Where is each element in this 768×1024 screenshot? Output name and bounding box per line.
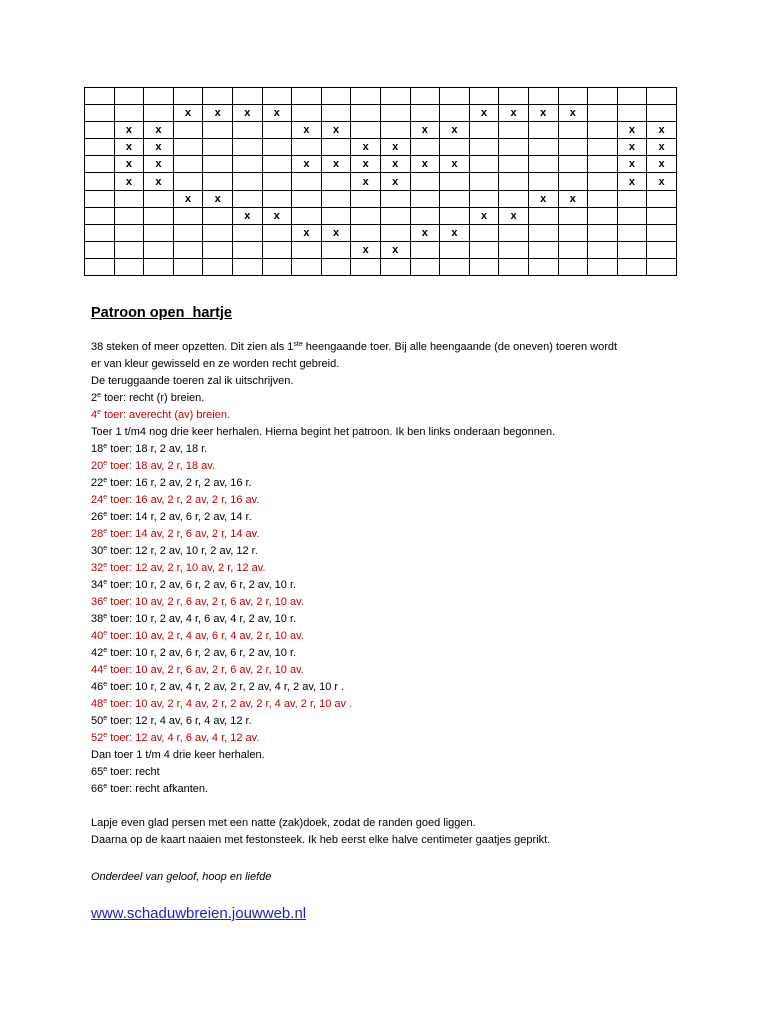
chart-cell <box>173 122 203 139</box>
chart-cell <box>351 122 381 139</box>
chart-cell <box>203 88 233 105</box>
chart-cell <box>114 190 144 207</box>
chart-cell <box>85 241 115 258</box>
chart-cell: x <box>647 139 677 156</box>
chart-cell <box>321 173 351 190</box>
chart-cell <box>85 173 115 190</box>
chart-cell <box>292 105 322 122</box>
chart-cell <box>588 139 618 156</box>
chart-cell <box>144 105 174 122</box>
chart-cell <box>410 173 440 190</box>
intro-line-3: De teruggaande toeren zal ik uitschrijven. <box>91 375 294 387</box>
chart-cell <box>351 207 381 224</box>
chart-cell <box>528 207 558 224</box>
chart-cell: x <box>380 139 410 156</box>
chart-cell <box>144 258 174 275</box>
chart-cell <box>588 88 618 105</box>
chart-cell <box>647 190 677 207</box>
chart-cell <box>85 139 115 156</box>
row-instruction: 40e toer: 10 av, 2 r, 4 av, 6 r, 4 av, 2 r, 10 av. <box>91 630 304 642</box>
chart-cell <box>558 156 588 173</box>
chart-cell <box>617 88 647 105</box>
chart-cell: x <box>232 207 262 224</box>
chart-cell <box>588 207 618 224</box>
chart-cell <box>528 258 558 275</box>
chart-cell <box>380 224 410 241</box>
chart-cell: x <box>321 122 351 139</box>
row-instruction: 48e toer: 10 av, 2 r, 4 av, 2 r, 2 av, 2 r, 4 av, 2 r, 10 av . <box>91 698 353 710</box>
chart-cell: x <box>232 105 262 122</box>
chart-cell <box>262 156 292 173</box>
intro-line-2: er van kleur gewisseld en ze worden recht gebreid. <box>91 358 340 370</box>
chart-cell <box>410 139 440 156</box>
chart-cell <box>232 139 262 156</box>
chart-cell <box>440 105 470 122</box>
chart-row <box>85 173 677 190</box>
row-instruction: 24e toer: 16 av, 2 r, 2 av, 2 r, 16 av. <box>91 494 260 506</box>
chart-cell: x <box>440 122 470 139</box>
chart-cell <box>351 105 381 122</box>
chart-cell <box>499 88 529 105</box>
chart-cell: x <box>469 105 499 122</box>
chart-row <box>85 88 677 105</box>
chart-cell <box>114 207 144 224</box>
chart-cell <box>499 190 529 207</box>
chart-cell <box>173 258 203 275</box>
row-instruction: 26e toer: 14 r, 2 av, 6 r, 2 av, 14 r. <box>91 511 252 523</box>
chart-cell <box>85 105 115 122</box>
chart-cell <box>262 173 292 190</box>
chart-cell <box>499 156 529 173</box>
chart-cell: x <box>558 190 588 207</box>
chart-cell <box>469 190 499 207</box>
chart-cell <box>469 122 499 139</box>
chart-cell <box>558 258 588 275</box>
chart-cell <box>262 88 292 105</box>
chart-cell <box>85 207 115 224</box>
finishing-line-2: Daarna op de kaart naaien met festonsteek. Ik heb eerst elke halve centimeter gaatjes geprikt. <box>91 834 551 846</box>
chart-cell: x <box>499 105 529 122</box>
chart-cell <box>558 224 588 241</box>
knitting-chart <box>84 87 677 276</box>
chart-cell: x <box>351 156 381 173</box>
chart-cell <box>558 122 588 139</box>
chart-cell <box>499 173 529 190</box>
row-65-instruction: 65e toer: recht <box>91 766 160 778</box>
chart-cell <box>232 88 262 105</box>
chart-cell <box>647 88 677 105</box>
finishing-line-1: Lapje even glad persen met een natte (zak)doek, zodat de randen goed liggen. <box>91 817 476 829</box>
chart-cell <box>144 190 174 207</box>
chart-cell <box>173 224 203 241</box>
chart-cell <box>321 105 351 122</box>
chart-cell: x <box>292 122 322 139</box>
chart-cell <box>617 207 647 224</box>
row-66-instruction: 66e toer: recht afkanten. <box>91 783 209 795</box>
chart-cell <box>499 224 529 241</box>
chart-cell <box>499 241 529 258</box>
chart-cell <box>617 241 647 258</box>
chart-cell <box>499 258 529 275</box>
pattern-title: Patroon open hartje <box>91 305 232 321</box>
chart-cell <box>292 88 322 105</box>
chart-cell <box>232 156 262 173</box>
chart-cell <box>410 258 440 275</box>
chart-cell <box>144 207 174 224</box>
chart-cell <box>321 88 351 105</box>
chart-cell <box>528 156 558 173</box>
chart-cell <box>558 241 588 258</box>
chart-cell <box>647 105 677 122</box>
chart-cell: x <box>440 156 470 173</box>
chart-cell <box>588 173 618 190</box>
chart-cell <box>203 173 233 190</box>
chart-cell <box>232 224 262 241</box>
chart-cell: x <box>558 105 588 122</box>
chart-cell <box>203 122 233 139</box>
chart-cell <box>410 207 440 224</box>
chart-cell <box>588 224 618 241</box>
chart-cell <box>144 224 174 241</box>
chart-cell <box>617 224 647 241</box>
row-instruction: 30e toer: 12 r, 2 av, 10 r, 2 av, 12 r. <box>91 545 258 557</box>
chart-cell <box>528 241 558 258</box>
chart-cell <box>114 88 144 105</box>
chart-cell <box>380 258 410 275</box>
chart-cell <box>114 241 144 258</box>
row-instruction: 18e toer: 18 r, 2 av, 18 r. <box>91 443 208 455</box>
chart-cell <box>321 139 351 156</box>
chart-row <box>85 224 677 241</box>
chart-cell: x <box>469 207 499 224</box>
row-instruction: 50e toer: 12 r, 4 av, 6 r, 4 av, 12 r. <box>91 715 252 727</box>
chart-cell <box>440 258 470 275</box>
chart-cell <box>85 190 115 207</box>
chart-cell <box>262 224 292 241</box>
chart-cell <box>410 88 440 105</box>
chart-cell <box>617 105 647 122</box>
chart-row <box>85 139 677 156</box>
chart-cell <box>292 173 322 190</box>
intro-line-6: Toer 1 t/m4 nog drie keer herhalen. Hierna begint het patroon. Ik ben links onderaan begonnen. <box>91 426 556 438</box>
chart-cell: x <box>617 139 647 156</box>
chart-cell <box>203 139 233 156</box>
row-instruction: 20e toer: 18 av, 2 r, 18 av. <box>91 460 215 472</box>
chart-cell: x <box>114 139 144 156</box>
chart-cell: x <box>617 122 647 139</box>
chart-cell <box>410 241 440 258</box>
row-4-instruction: 4e toer: averecht (av) breien. <box>91 409 231 421</box>
row-instruction: 52e toer: 12 av, 4 r, 6 av, 4 r, 12 av. <box>91 732 260 744</box>
chart-cell <box>321 258 351 275</box>
chart-cell: x <box>114 173 144 190</box>
chart-cell: x <box>647 173 677 190</box>
chart-row <box>85 258 677 275</box>
chart-cell <box>469 156 499 173</box>
chart-cell <box>440 190 470 207</box>
chart-cell: x <box>292 224 322 241</box>
chart-cell <box>351 258 381 275</box>
chart-cell: x <box>617 156 647 173</box>
chart-cell <box>173 173 203 190</box>
chart-cell <box>528 139 558 156</box>
chart-cell: x <box>114 156 144 173</box>
chart-cell <box>292 241 322 258</box>
chart-cell <box>262 258 292 275</box>
chart-cell: x <box>380 156 410 173</box>
chart-cell: x <box>410 156 440 173</box>
chart-cell <box>469 88 499 105</box>
chart-cell <box>232 173 262 190</box>
chart-cell <box>588 258 618 275</box>
chart-row <box>85 241 677 258</box>
chart-cell <box>469 241 499 258</box>
chart-cell <box>203 224 233 241</box>
chart-cell <box>528 224 558 241</box>
chart-cell <box>85 224 115 241</box>
row-instruction: 22e toer: 16 r, 2 av, 2 r, 2 av, 16 r. <box>91 477 252 489</box>
chart-cell <box>588 105 618 122</box>
chart-cell: x <box>173 105 203 122</box>
chart-cell <box>173 207 203 224</box>
chart-cell: x <box>262 105 292 122</box>
chart-cell <box>203 241 233 258</box>
chart-cell <box>262 139 292 156</box>
chart-cell: x <box>321 156 351 173</box>
chart-cell <box>440 139 470 156</box>
chart-cell <box>351 88 381 105</box>
chart-cell <box>647 241 677 258</box>
chart-cell <box>351 224 381 241</box>
chart-cell <box>410 105 440 122</box>
chart-cell <box>558 207 588 224</box>
row-instruction: 32e toer: 12 av, 2 r, 10 av, 2 r, 12 av. <box>91 562 266 574</box>
chart-cell <box>469 139 499 156</box>
chart-cell <box>114 224 144 241</box>
chart-cell <box>617 190 647 207</box>
chart-cell <box>528 122 558 139</box>
chart-cell <box>647 207 677 224</box>
chart-cell <box>232 258 262 275</box>
chart-cell <box>144 241 174 258</box>
chart-cell: x <box>262 207 292 224</box>
chart-cell: x <box>144 122 174 139</box>
row-instruction: 28e toer: 14 av, 2 r, 6 av, 2 r, 14 av. <box>91 528 260 540</box>
pattern-instructions <box>91 339 701 849</box>
chart-cell: x <box>351 241 381 258</box>
chart-cell <box>440 241 470 258</box>
chart-cell <box>232 122 262 139</box>
chart-cell <box>351 190 381 207</box>
chart-cell <box>440 88 470 105</box>
chart-cell <box>410 190 440 207</box>
chart-cell <box>173 88 203 105</box>
chart-row <box>85 122 677 139</box>
chart-cell <box>617 258 647 275</box>
intro-line-1: 38 steken of meer opzetten. Dit zien als 1ste heengaande toer. Bij alle heengaande (de oneven) toeren wordt <box>91 341 618 353</box>
chart-row <box>85 156 677 173</box>
website-link[interactable]: www.schaduwbreien.jouwweb.nl <box>91 905 307 922</box>
footer-note: Onderdeel van geloof, hoop en liefde <box>91 871 272 883</box>
chart-cell <box>528 88 558 105</box>
row-2-instruction: 2e toer: recht (r) breien. <box>91 392 205 404</box>
chart-cell <box>588 241 618 258</box>
chart-cell <box>85 122 115 139</box>
chart-cell: x <box>144 139 174 156</box>
chart-cell <box>292 190 322 207</box>
chart-cell <box>469 224 499 241</box>
chart-cell: x <box>528 105 558 122</box>
chart-row <box>85 207 677 224</box>
chart-cell: x <box>321 224 351 241</box>
row-instruction: 44e toer: 10 av, 2 r, 6 av, 2 r, 6 av, 2 r, 10 av. <box>91 664 304 676</box>
chart-cell: x <box>410 122 440 139</box>
chart-cell <box>588 122 618 139</box>
row-instruction: 36e toer: 10 av, 2 r, 6 av, 2 r, 6 av, 2 r, 10 av. <box>91 596 304 608</box>
row-instructions <box>91 441 701 747</box>
row-instruction: 38e toer: 10 r, 2 av, 4 r, 6 av, 4 r, 2 av, 10 r. <box>91 613 297 625</box>
row-instruction: 46e toer: 10 r, 2 av, 4 r, 2 av, 2 r, 2 av, 4 r, 2 av, 10 r . <box>91 681 345 693</box>
chart-row <box>85 105 677 122</box>
chart-row <box>85 190 677 207</box>
repeat-instruction: Dan toer 1 t/m 4 drie keer herhalen. <box>91 749 265 761</box>
chart-cell: x <box>203 190 233 207</box>
chart-cell: x <box>499 207 529 224</box>
chart-cell <box>262 190 292 207</box>
chart-cell <box>380 122 410 139</box>
chart-cell <box>528 173 558 190</box>
chart-cell: x <box>440 224 470 241</box>
chart-cell: x <box>173 190 203 207</box>
chart-cell: x <box>144 173 174 190</box>
chart-cell <box>321 207 351 224</box>
chart-cell <box>499 139 529 156</box>
chart-cell <box>173 139 203 156</box>
row-instruction: 34e toer: 10 r, 2 av, 6 r, 2 av, 6 r, 2 av, 10 r. <box>91 579 297 591</box>
chart-cell <box>647 258 677 275</box>
chart-cell: x <box>617 173 647 190</box>
chart-cell <box>499 122 529 139</box>
chart-cell <box>469 258 499 275</box>
chart-cell <box>173 156 203 173</box>
chart-cell <box>85 88 115 105</box>
chart-cell <box>262 241 292 258</box>
chart-cell <box>85 258 115 275</box>
chart-cell: x <box>351 139 381 156</box>
chart-cell <box>292 258 322 275</box>
chart-cell <box>469 173 499 190</box>
chart-cell: x <box>410 224 440 241</box>
chart-cell <box>292 207 322 224</box>
chart-cell <box>203 258 233 275</box>
chart-cell <box>203 156 233 173</box>
chart-cell <box>647 224 677 241</box>
chart-cell <box>144 88 174 105</box>
chart-cell <box>440 173 470 190</box>
chart-cell <box>380 190 410 207</box>
chart-cell: x <box>114 122 144 139</box>
chart-cell: x <box>380 173 410 190</box>
chart-cell <box>292 139 322 156</box>
chart-cell <box>588 156 618 173</box>
chart-cell: x <box>528 190 558 207</box>
chart-cell <box>558 139 588 156</box>
chart-cell <box>203 207 233 224</box>
chart-cell <box>232 190 262 207</box>
chart-cell <box>232 241 262 258</box>
chart-cell: x <box>380 241 410 258</box>
paragraph-gap <box>91 798 701 815</box>
row-instruction: 42e toer: 10 r, 2 av, 6 r, 2 av, 6 r, 2 av, 10 r. <box>91 647 297 659</box>
chart-cell <box>321 241 351 258</box>
chart-cell <box>85 156 115 173</box>
chart-cell <box>558 173 588 190</box>
chart-cell <box>114 258 144 275</box>
chart-cell <box>380 88 410 105</box>
chart-cell <box>380 105 410 122</box>
chart-cell <box>321 190 351 207</box>
chart-cell <box>114 105 144 122</box>
chart-cell: x <box>203 105 233 122</box>
chart-cell <box>380 207 410 224</box>
chart-cell: x <box>292 156 322 173</box>
chart-cell: x <box>647 122 677 139</box>
chart-cell <box>262 122 292 139</box>
chart-cell: x <box>351 173 381 190</box>
chart-cell <box>173 241 203 258</box>
chart-cell: x <box>144 156 174 173</box>
chart-cell <box>558 88 588 105</box>
chart-cell <box>588 190 618 207</box>
chart-cell: x <box>647 156 677 173</box>
chart-cell <box>440 207 470 224</box>
